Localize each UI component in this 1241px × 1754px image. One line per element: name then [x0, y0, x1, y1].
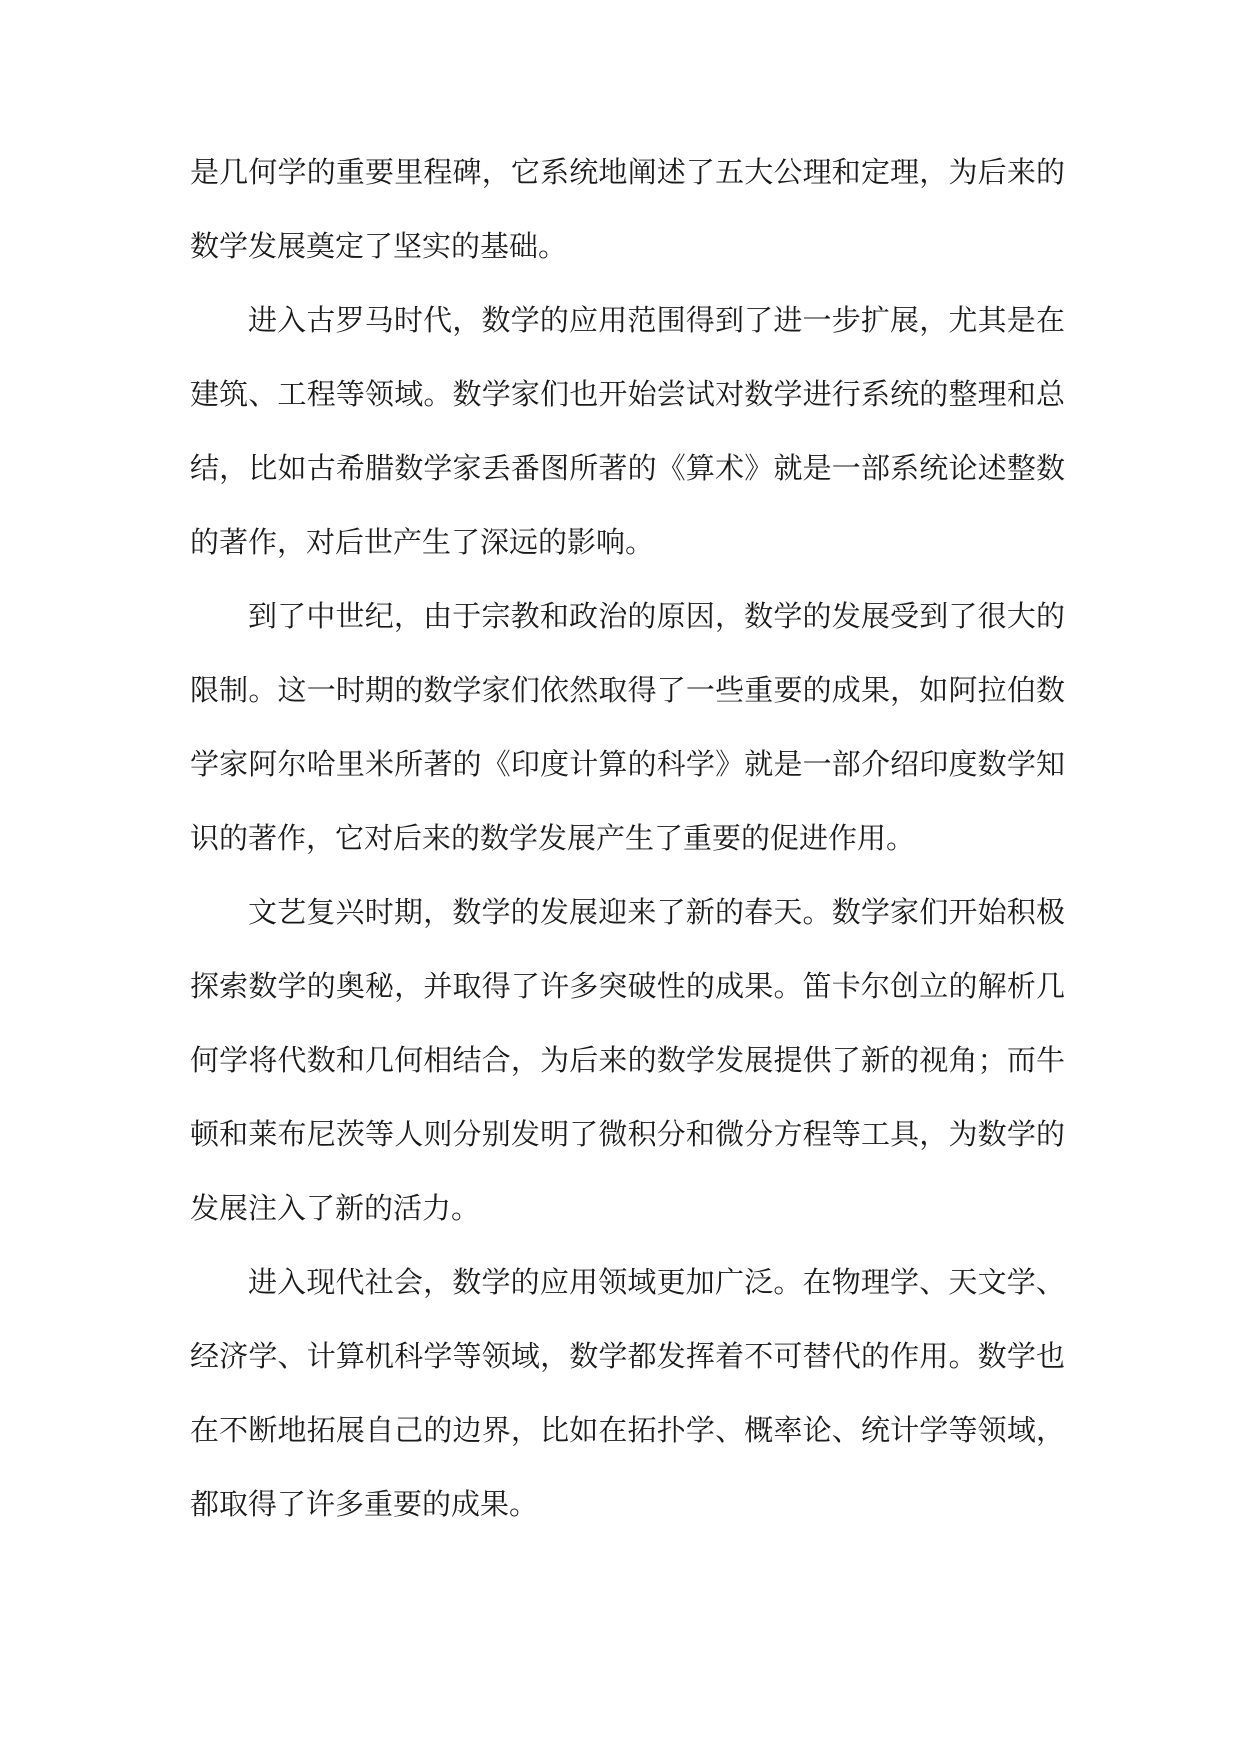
text-line: 发展注入了新的活力。 — [190, 1191, 481, 1225]
paragraph-1 — [190, 140, 1065, 288]
text-line: 文艺复兴时期，数学的发展迎来了新的春天。数学家们开始积极 — [248, 895, 1065, 929]
text-line: 经济学、计算机科学等领域，数学都发挥着不可替代的作用。数学也 — [190, 1339, 1065, 1373]
text-line: 是几何学的重要里程碑，它系统地阐述了五大公理和定理，为后来的 — [190, 155, 1065, 189]
text-line: 到了中世纪，由于宗教和政治的原因，数学的发展受到了很大的 — [248, 599, 1065, 633]
text-line: 顿和莱布尼茨等人则分别发明了微积分和微分方程等工具，为数学的 — [190, 1117, 1065, 1151]
text-line: 何学将代数和几何相结合，为后来的数学发展提供了新的视角；而牛 — [190, 1043, 1065, 1077]
document-body — [190, 140, 1065, 1546]
text-line: 探索数学的奥秘，并取得了许多突破性的成果。笛卡尔创立的解析几 — [190, 969, 1065, 1003]
text-line: 学家阿尔哈里米所著的《印度计算的科学》就是一部介绍印度数学知 — [190, 747, 1065, 781]
text-line: 都取得了许多重要的成果。 — [190, 1487, 539, 1521]
paragraph-5 — [190, 1250, 1065, 1546]
text-line: 限制。这一时期的数学家们依然取得了一些重要的成果，如阿拉伯数 — [190, 673, 1065, 707]
text-line: 在不断地拓展自己的边界，比如在拓扑学、概率论、统计学等领域， — [190, 1413, 1065, 1447]
paragraph-4 — [190, 880, 1065, 1250]
paragraph-2 — [190, 288, 1065, 584]
text-line: 结，比如古希腊数学家丢番图所著的《算术》就是一部系统论述整数 — [190, 451, 1065, 485]
text-line: 进入古罗马时代，数学的应用范围得到了进一步扩展，尤其是在 — [248, 303, 1065, 337]
text-line: 进入现代社会，数学的应用领域更加广泛。在物理学、天文学、 — [248, 1265, 1065, 1299]
text-line: 数学发展奠定了坚实的基础。 — [190, 229, 568, 263]
text-line: 建筑、工程等领域。数学家们也开始尝试对数学进行系统的整理和总 — [190, 377, 1065, 411]
text-line: 的著作，对后世产生了深远的影响。 — [190, 525, 655, 559]
paragraph-3 — [190, 584, 1065, 880]
text-line: 识的著作，它对后来的数学发展产生了重要的促进作用。 — [190, 821, 916, 855]
